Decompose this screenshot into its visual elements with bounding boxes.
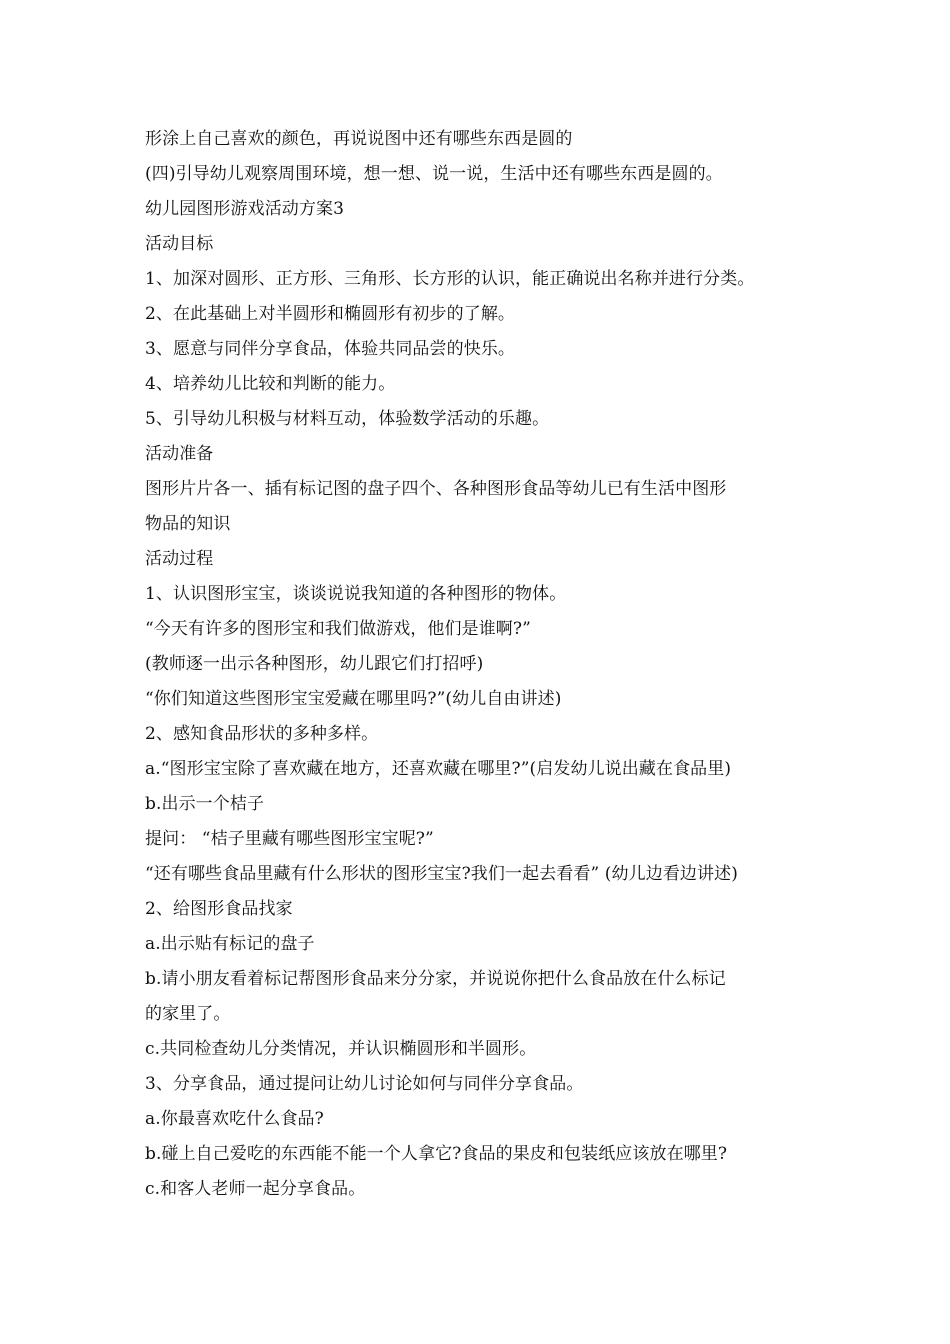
text-line: a.出示贴有标记的盘子	[145, 934, 315, 954]
text-line: 的家里了。	[145, 1004, 231, 1024]
list-item: 1、认识图形宝宝，谈谈说说我知道的各种图形的物体。	[145, 584, 567, 604]
list-item: 4、培养幼儿比较和判断的能力。	[145, 374, 396, 394]
text-line: b.请小朋友看着标记帮图形食品来分分家，并说说你把什么食品放在什么标记	[145, 969, 726, 989]
list-item: 3、分享食品，通过提问让幼儿讨论如何与同伴分享食品。	[145, 1074, 584, 1094]
list-item: 3、愿意与同伴分享食品，体验共同品尝的快乐。	[145, 339, 516, 359]
text-line: (教师逐一出示各种图形，幼儿跟它们打招呼)	[145, 654, 484, 674]
text-line: b.出示一个桔子	[145, 794, 265, 814]
text-line: (四)引导幼儿观察周围环境，想一想、说一说，生活中还有哪些东西是圆的。	[145, 164, 723, 184]
text-line: “今天有许多的图形宝和我们做游戏，他们是谁啊?”	[145, 619, 531, 639]
section-title: 幼儿园图形游戏活动方案3	[145, 199, 345, 219]
text-line: a.“图形宝宝除了喜欢藏在地方，还喜欢藏在哪里?”(启发幼儿说出藏在食品里)	[145, 759, 732, 779]
text-line: 提问： “桔子里藏有哪些图形宝宝呢?”	[145, 829, 434, 849]
section-heading: 活动过程	[145, 549, 214, 569]
text-line: “你们知道这些图形宝宝爱藏在哪里吗?”(幼儿自由讲述)	[145, 689, 562, 709]
list-item: 2、给图形食品找家	[145, 899, 293, 919]
text-line: b.碰上自己爱吃的东西能不能一个人拿它?食品的果皮和包装纸应该放在哪里?	[145, 1144, 728, 1164]
text-line: 物品的知识	[145, 514, 231, 534]
document-body	[145, 122, 825, 1207]
list-item: 1、加深对圆形、正方形、三角形、长方形的认识，能正确说出名称并进行分类。	[145, 269, 755, 289]
list-item: 2、感知食品形状的多种多样。	[145, 724, 379, 744]
text-line: c.和客人老师一起分享食品。	[145, 1179, 366, 1199]
text-line: “还有哪些食品里藏有什么形状的图形宝宝?我们一起去看看” (幼儿边看边讲述)	[145, 864, 738, 884]
list-item: 2、在此基础上对半圆形和椭圆形有初步的了解。	[145, 304, 516, 324]
section-heading: 活动准备	[145, 444, 214, 464]
text-line: a.你最喜欢吃什么食品?	[145, 1109, 324, 1129]
text-line: c.共同检查幼儿分类情况，并认识椭圆形和半圆形。	[145, 1039, 537, 1059]
section-heading: 活动目标	[145, 234, 214, 254]
text-line: 图形片片各一、插有标记图的盘子四个、各种图形食品等幼儿已有生活中图形	[145, 479, 727, 499]
list-item: 5、引导幼儿积极与材料互动，体验数学活动的乐趣。	[145, 409, 550, 429]
text-line: 形涂上自己喜欢的颜色，再说说图中还有哪些东西是圆的	[145, 129, 573, 149]
